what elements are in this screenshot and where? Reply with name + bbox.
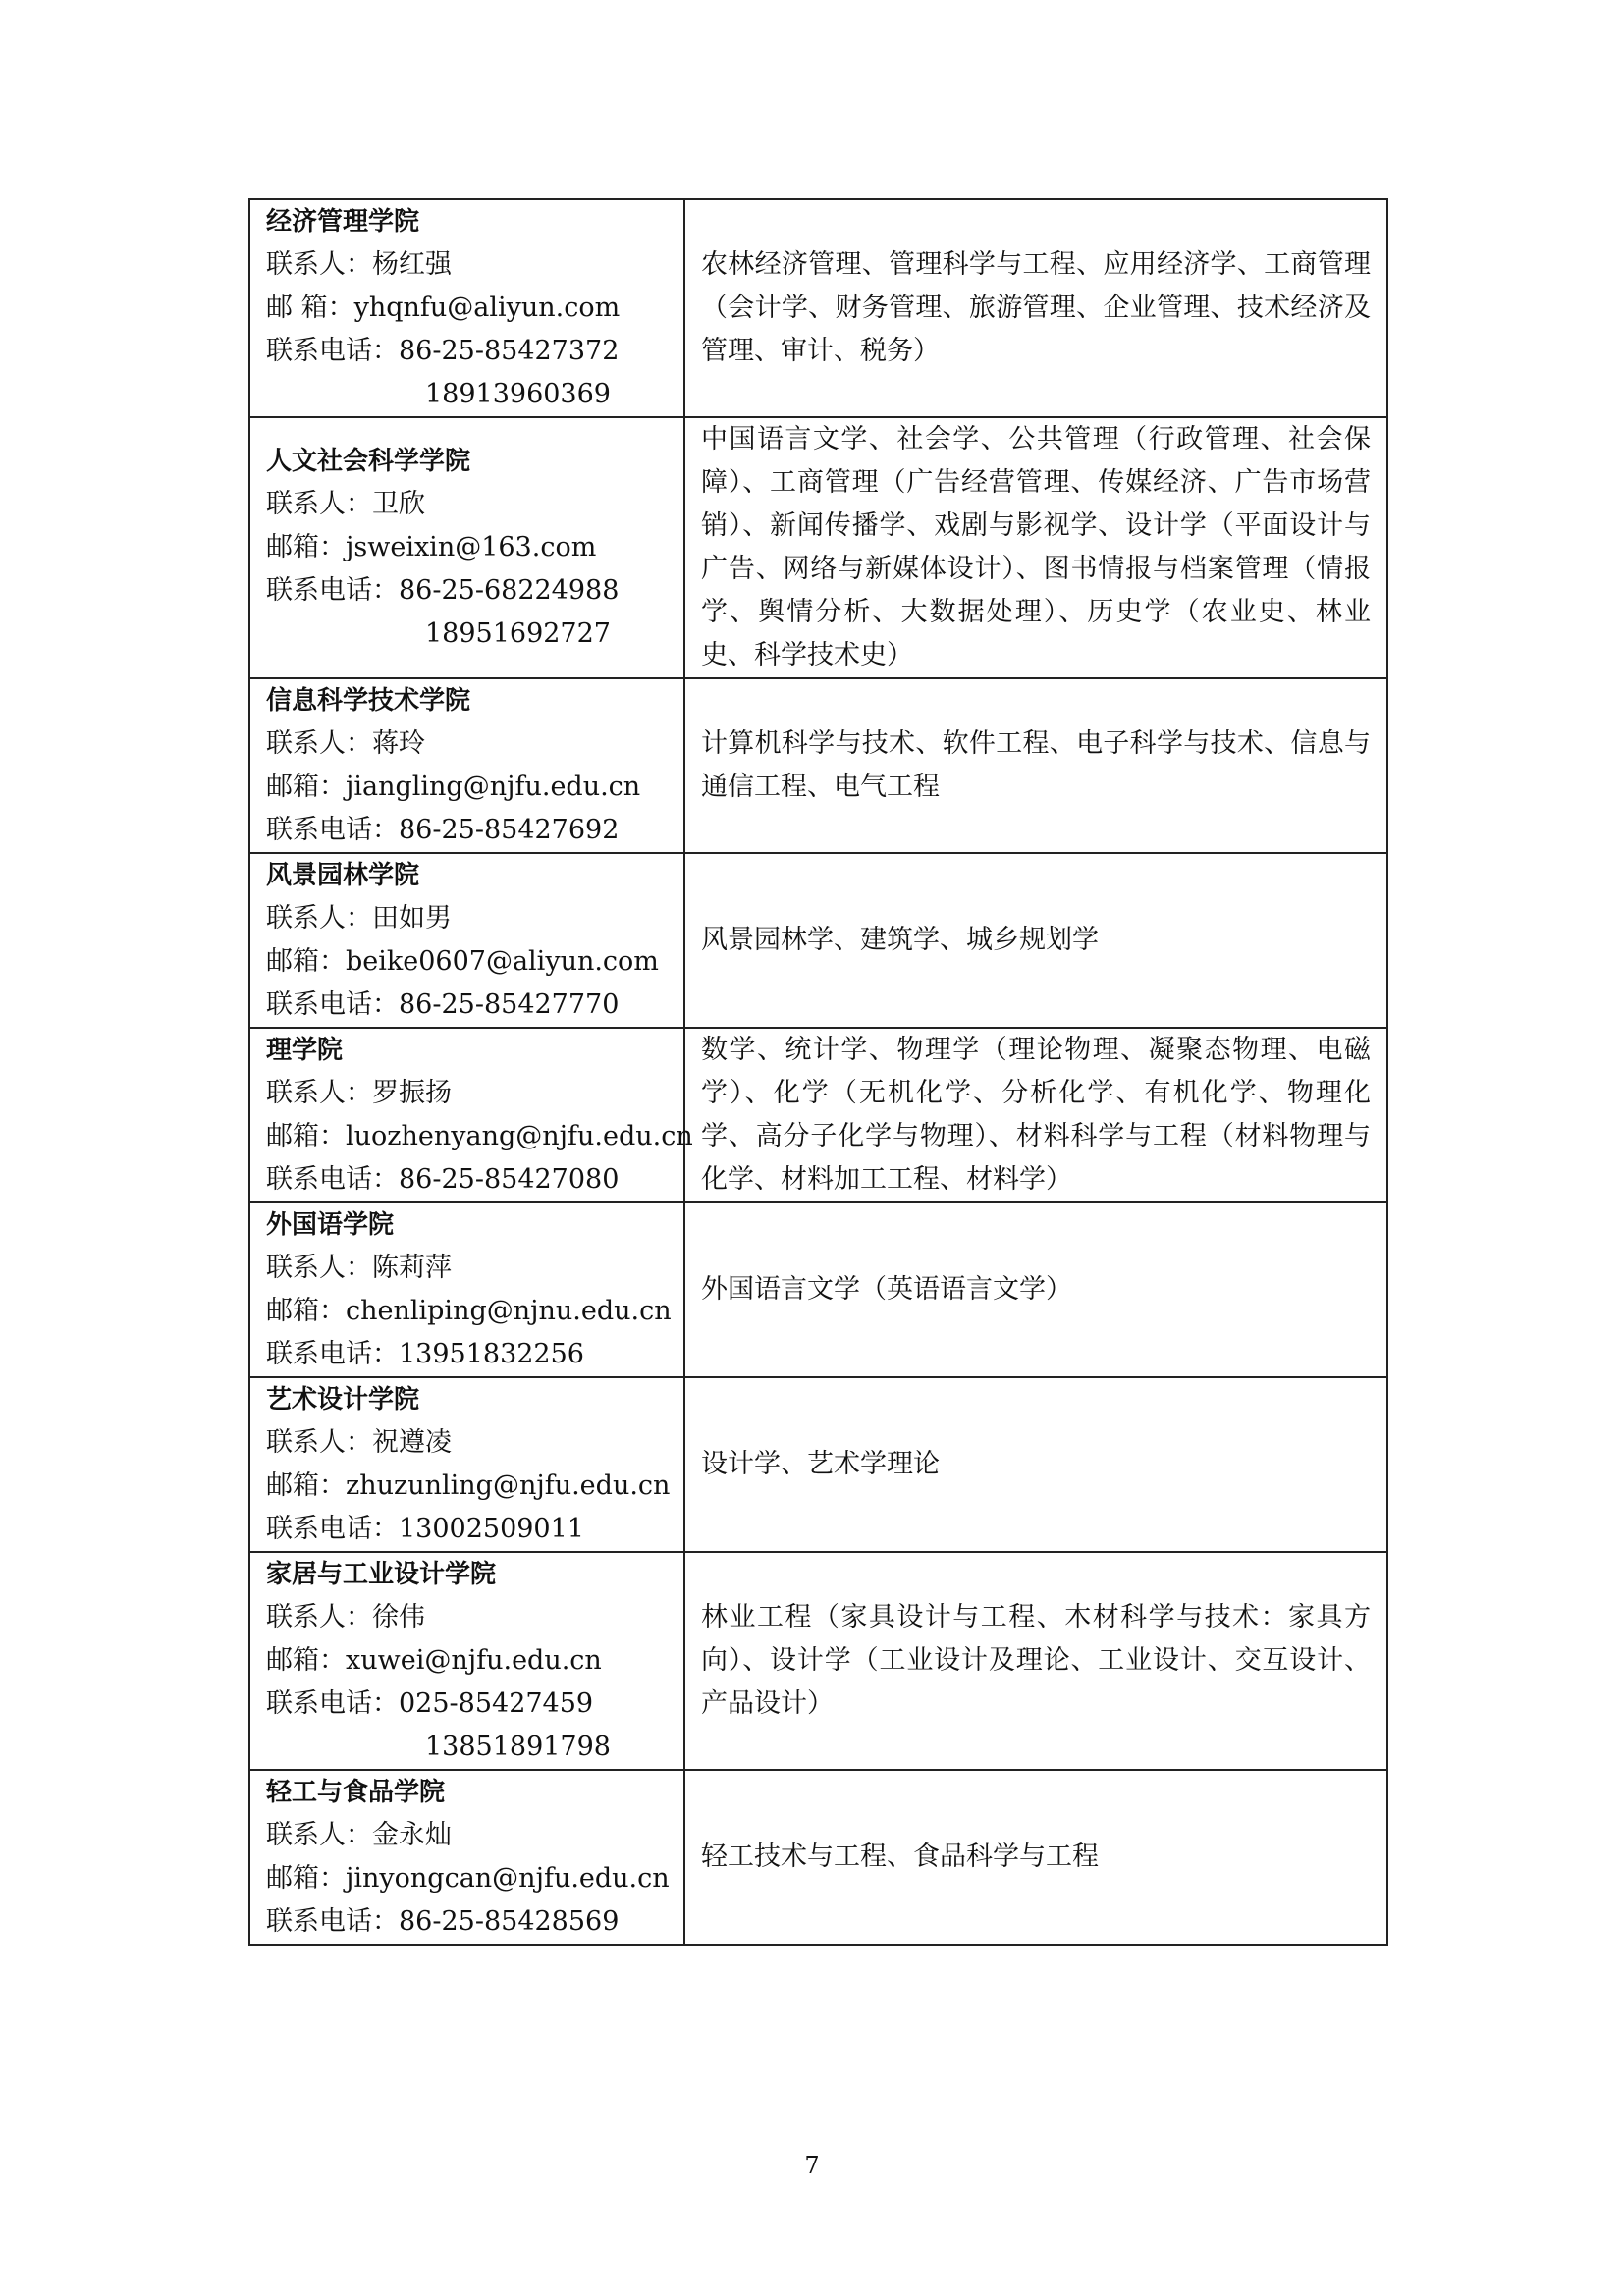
contact-email: 邮箱：xuwei@njfu.edu.cn — [266, 1645, 602, 1676]
contact-email: 邮箱：chenliping@njnu.edu.cn — [266, 1296, 672, 1326]
table-row — [249, 853, 1387, 1028]
contact-person: 联系人：罗振扬 — [266, 1078, 452, 1108]
majors-cell: 数学、统计学、物理学（理论物理、凝聚态物理、电磁学）、化学（无机化学、分析化学、有机化学、物理化学、高分子化学与物理）、材料科学与工程（材料物理与化学、材料加工工程、材料学） — [684, 1028, 1387, 1202]
majors-cell: 风景园林学、建筑学、城乡规划学 — [684, 853, 1387, 1028]
contact-person: 联系人：杨红强 — [266, 249, 452, 280]
contact-email: 邮箱：jiangling@njfu.edu.cn — [266, 772, 641, 802]
contact-email: 邮箱：jsweixin@163.com — [266, 532, 597, 562]
table-row — [249, 678, 1387, 853]
contact-phone-secondary: 18913960369 — [425, 379, 611, 409]
contact-cell — [249, 1202, 684, 1377]
contact-person: 联系人：陈莉萍 — [266, 1253, 452, 1283]
department-contact-table — [248, 198, 1388, 1946]
department-name: 风景园林学院 — [266, 861, 420, 890]
department-name: 外国语学院 — [266, 1210, 395, 1240]
contact-phone-secondary: 13851891798 — [425, 1732, 611, 1762]
contact-phone: 联系电话：86-25-85427770 — [266, 989, 620, 1020]
contact-email: 邮箱：jinyongcan@njfu.edu.cn — [266, 1863, 670, 1894]
contact-phone-secondary: 18951692727 — [425, 618, 611, 649]
table-row — [249, 1202, 1387, 1377]
majors-cell: 设计学、艺术学理论 — [684, 1377, 1387, 1552]
contact-phone: 联系电话：025-85427459 — [266, 1688, 594, 1719]
table-row — [249, 417, 1387, 678]
department-name: 经济管理学院 — [266, 207, 420, 237]
department-name: 艺术设计学院 — [266, 1385, 420, 1415]
contact-phone: 联系电话：86-25-85427692 — [266, 815, 620, 845]
contact-phone: 联系电话：13951832256 — [266, 1339, 584, 1369]
department-name: 理学院 — [266, 1036, 344, 1065]
contact-phone: 联系电话：13002509011 — [266, 1514, 584, 1544]
contact-cell — [249, 1770, 684, 1945]
table-row — [249, 1770, 1387, 1945]
department-name: 信息科学技术学院 — [266, 686, 471, 716]
contact-person: 联系人：祝遵凌 — [266, 1427, 452, 1458]
table-row — [249, 199, 1387, 417]
contact-person: 联系人：卫欣 — [266, 489, 425, 519]
contact-person: 联系人：蒋玲 — [266, 728, 425, 759]
majors-cell: 轻工技术与工程、食品科学与工程 — [684, 1770, 1387, 1945]
contact-email: 邮 箱：yhqnfu@aliyun.com — [266, 293, 621, 323]
contact-person: 联系人：金永灿 — [266, 1820, 452, 1850]
majors-cell: 农林经济管理、管理科学与工程、应用经济学、工商管理（会计学、财务管理、旅游管理、企业管理、技术经济及管理、审计、税务） — [684, 199, 1387, 417]
contact-cell — [249, 417, 684, 678]
contact-person: 联系人：徐伟 — [266, 1602, 425, 1632]
contact-email: 邮箱：beike0607@aliyun.com — [266, 946, 659, 977]
majors-cell: 外国语言文学（英语语言文学） — [684, 1202, 1387, 1377]
department-name: 家居与工业设计学院 — [266, 1560, 497, 1589]
majors-cell: 中国语言文学、社会学、公共管理（行政管理、社会保障）、工商管理（广告经营管理、传媒经济、广告市场营销）、新闻传播学、戏剧与影视学、设计学（平面设计与广告、网络与新媒体设计）、图书情报与档案管理（情报学、舆情分析、大数据处理）、历史学（农业史、林业史、科学技术史） — [684, 417, 1387, 678]
contact-email: 邮箱：luozhenyang@njfu.edu.cn — [266, 1121, 693, 1151]
contact-cell — [249, 853, 684, 1028]
contact-phone: 联系电话：86-25-85427372 — [266, 336, 620, 366]
department-name: 轻工与食品学院 — [266, 1778, 446, 1807]
page-number: 7 — [804, 2152, 820, 2179]
contact-person: 联系人：田如男 — [266, 903, 452, 934]
contact-email: 邮箱：zhuzunling@njfu.edu.cn — [266, 1470, 671, 1501]
majors-cell: 计算机科学与技术、软件工程、电子科学与技术、信息与通信工程、电气工程 — [684, 678, 1387, 853]
table-row — [249, 1552, 1387, 1770]
contact-phone: 联系电话：86-25-68224988 — [266, 575, 620, 606]
table-row — [249, 1377, 1387, 1552]
contact-phone: 联系电话：86-25-85428569 — [266, 1906, 620, 1937]
contact-phone: 联系电话：86-25-85427080 — [266, 1164, 620, 1195]
majors-cell: 林业工程（家具设计与工程、木材科学与技术：家具方向）、设计学（工业设计及理论、工业设计、交互设计、产品设计） — [684, 1552, 1387, 1770]
contact-cell — [249, 1552, 684, 1770]
department-name: 人文社会科学学院 — [266, 447, 471, 476]
contact-cell — [249, 678, 684, 853]
contact-cell — [249, 1028, 693, 1202]
contact-cell — [249, 1377, 684, 1552]
table-row — [249, 1028, 1387, 1202]
contact-cell — [249, 199, 684, 417]
